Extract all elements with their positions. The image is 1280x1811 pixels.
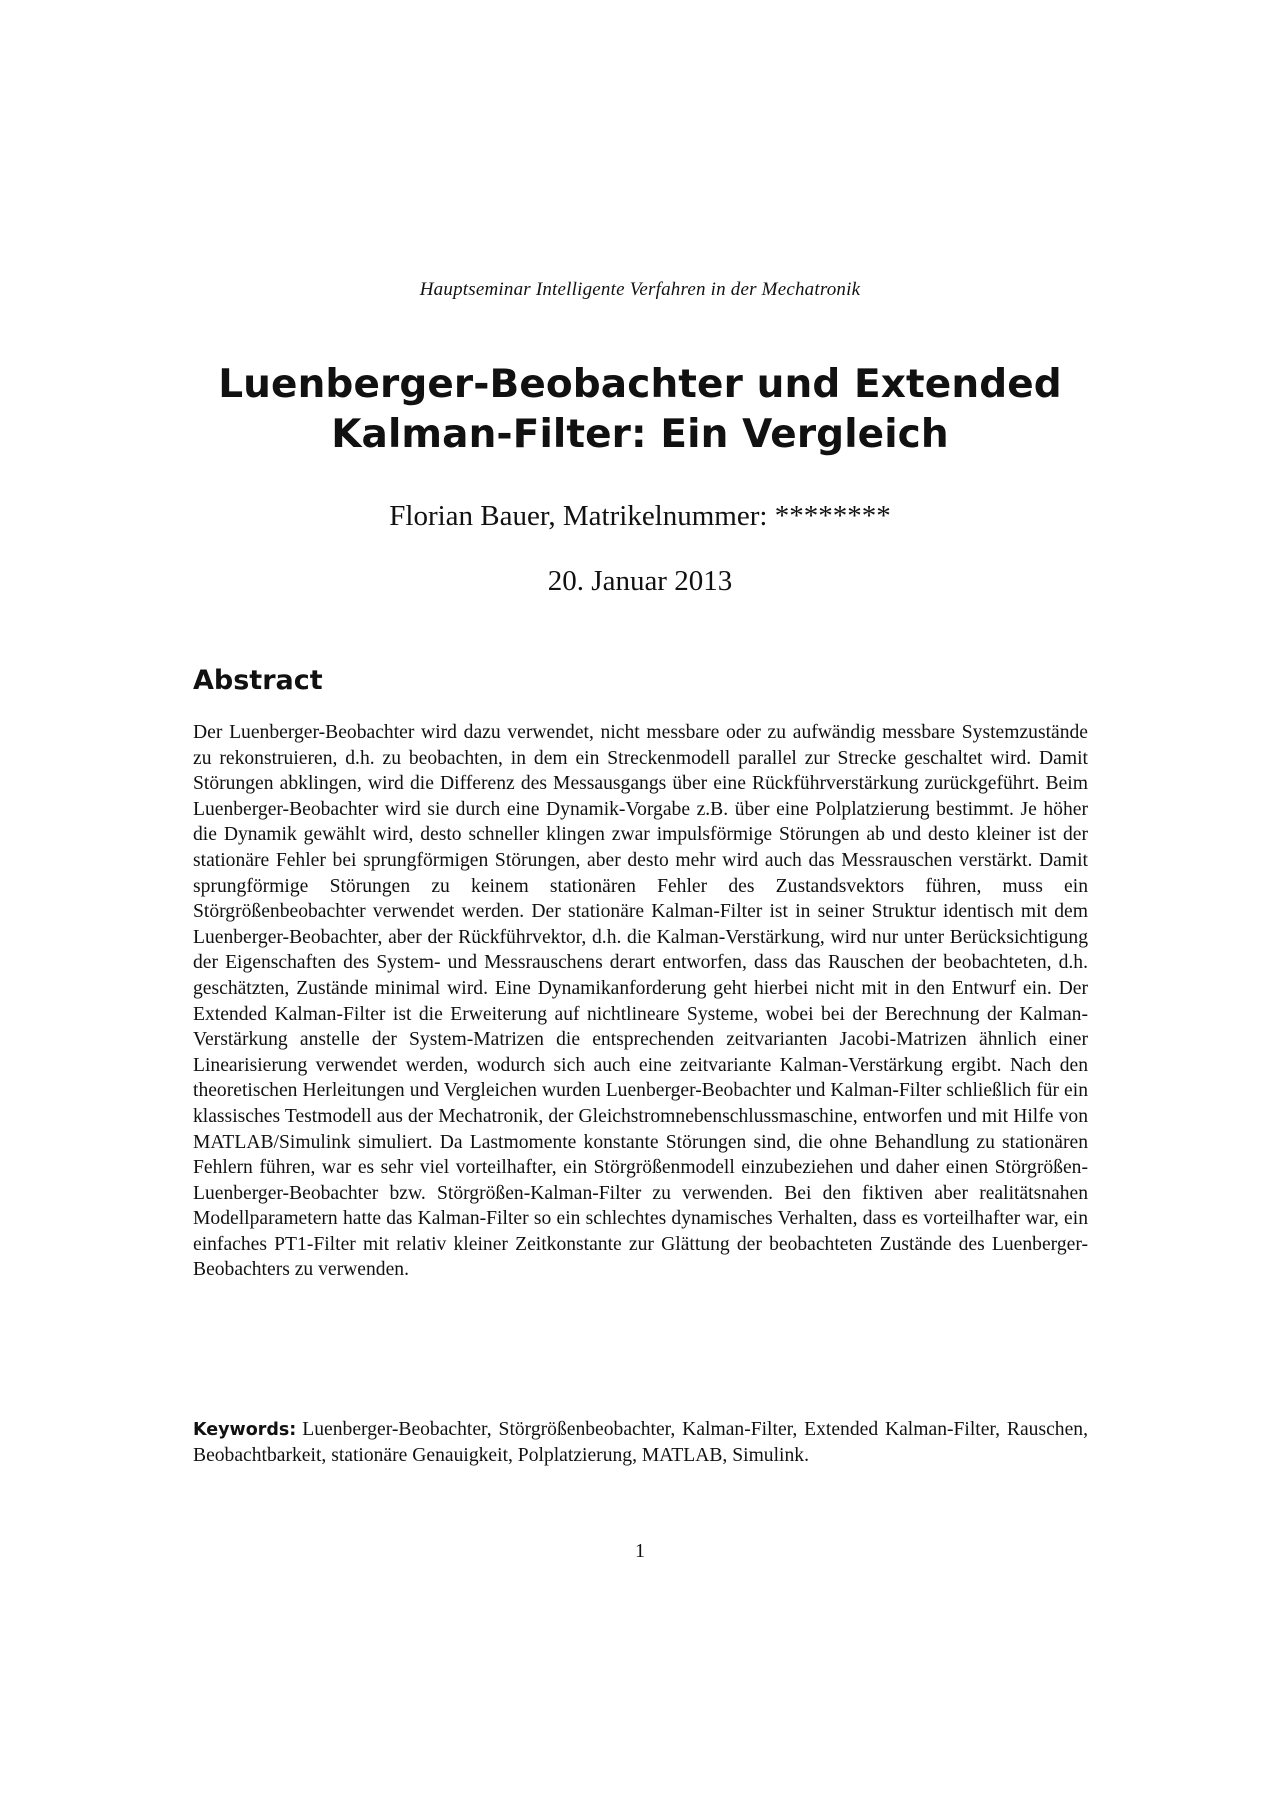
title-line-1: Luenberger-Beobachter und Extended xyxy=(218,362,1062,407)
keywords-paragraph xyxy=(193,1417,1088,1469)
abstract-text: Der Luenberger-Beobachter wird dazu verwendet, nicht messbare oder zu aufwändig messbare Systemzustände zu rekonstruieren, d.h. zu beobachten, in dem ein Streckenmodell parallel zur Strecke geschaltet wird. Damit Störungen abklingen, wird die Differenz des Messausgangs über eine Rückführverstärkung zurückgeführt. Beim Luenberger-Beobachter wird sie durch eine Dynamik-Vorgabe z.B. über eine Polplatzierung bestimmt. Je höher die Dynamik gewählt wird, desto schneller klingen zwar impulsförmige Störungen ab und desto kleiner ist der stationäre Fehler bei sprungförmigen Störungen, aber desto mehr wird auch das Messrauschen verstärkt. Damit sprungförmige Störungen zu keinem stationären Fehler des Zustandsvektors führen, muss ein Störgrößenbeobachter verwendet werden. Der stationäre Kalman-Filter ist in seiner Struktur identisch mit dem Luenberger-Beobachter, aber der Rückführvektor, d.h. die Kalman-Verstärkung, wird nur unter Berücksichtigung der Eigenschaften des System- und Messrauschens derart entworfen, dass das Rauschen der beobachteten, d.h. geschätzten, Zustände minimal wird. Eine Dynamikanforderung geht hierbei nicht mit in den Entwurf ein. Der Extended Kalman-Filter ist die Erweiterung auf nichtlineare Systeme, wobei bei der Berechnung der Kalman-Verstärkung anstelle der System-Matrizen die entsprechenden zeitvarianten Jacobi-Matrizen ähnlich einer Linearisierung verwendet werden, wodurch sich auch eine zeitvariante Kalman-Verstärkung ergibt. Nach den theoretischen Herleitungen und Vergleichen wurden Luenberger-Beobachter und Kalman-Filter schließlich für ein klassisches Testmodell aus der Mechatronik, der Gleichstromnebenschlussmaschine, entworfen und mit Hilfe von MATLAB/Simulink simuliert. Da Lastmomente konstante Störungen sind, die ohne Behandlung zu stationären Fehlern führen, war es sehr viel vorteilhafter, ein Störgrößenmodell einzubeziehen und daher einen Störgrößen-Luenberger-Beobachter bzw. Störgrößen-Kalman-Filter zu verwenden. Bei den fiktiven aber realitätsnahen Modellparametern hatte das Kalman-Filter so ein schlechtes dynamisches Verhalten, dass es vorteilhafter war, ein einfaches PT1-Filter mit relativ kleiner Zeitkonstante zur Glättung der beobachteten Zustände des Luenberger-Beobachters zu verwenden. xyxy=(193,722,1088,1281)
keywords-text: Luenberger-Beobachter, Störgrößenbeobachter, Kalman-Filter, Extended Kalman-Filter, Rauschen, Beobachtbarkeit, stationäre Genauigkeit, Polplatzierung, MATLAB, Simulink. xyxy=(193,1419,1088,1466)
paper-title xyxy=(160,360,1120,460)
author-line: Florian Bauer, Matrikelnummer: ******** xyxy=(389,500,891,532)
abstract-heading: Abstract xyxy=(193,665,323,696)
title-line-2: Kalman-Filter: Ein Vergleich xyxy=(331,412,949,457)
date-line: 20. Januar 2013 xyxy=(547,565,733,597)
keywords-label: Keywords: xyxy=(193,1420,297,1440)
seminar-header: Hauptseminar Intelligente Verfahren in der Mechatronik xyxy=(419,279,861,300)
page-number: 1 xyxy=(635,1540,645,1562)
